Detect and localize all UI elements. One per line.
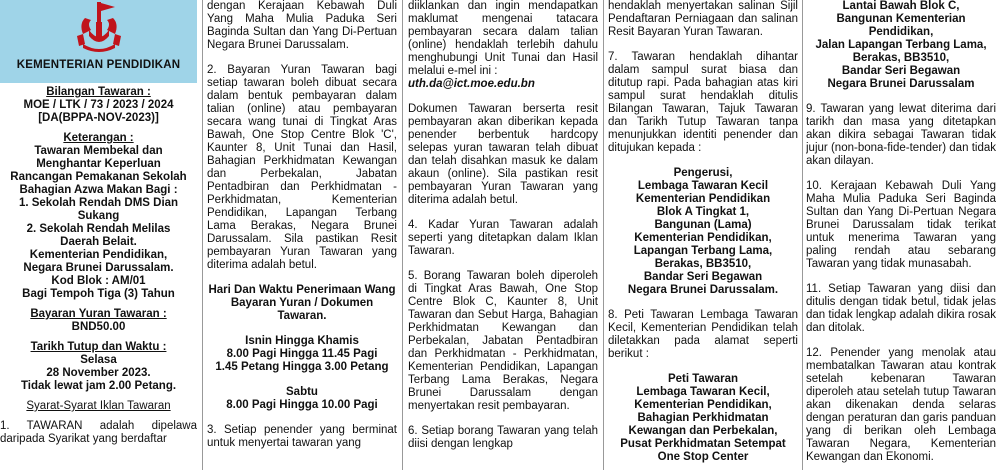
ket-line: Sukang bbox=[77, 210, 120, 222]
isnin-time: 1.45 Petang Hingga 3.00 Petang bbox=[215, 361, 389, 373]
tarikh-line: Selasa bbox=[80, 354, 117, 366]
address-line: Negara Brunei Darussalam. bbox=[627, 284, 779, 296]
peti-address-line: Negara Brunei Darussalam bbox=[827, 78, 975, 90]
column-5 bbox=[806, 0, 996, 470]
bayaran-label: Bayaran Yuran Tawaran : bbox=[30, 308, 167, 320]
isnin-time: 8.00 Pagi Hingga 11.45 Pagi bbox=[226, 348, 378, 360]
tarikh-line: 28 November 2023. bbox=[46, 367, 151, 379]
ket-line: Kementerian Pendidikan, bbox=[29, 249, 168, 261]
ket-label: Keterangan : bbox=[63, 132, 134, 144]
column-2 bbox=[207, 0, 397, 470]
ket-line: Daerah Belait. bbox=[60, 236, 137, 248]
bil-label: Bilangan Tawaran : bbox=[46, 86, 151, 98]
column-divider bbox=[202, 0, 203, 470]
peti-line: Pusat Perkhidmatan Setempat bbox=[620, 438, 786, 450]
peti-address-line: Lantai Bawah Blok C, bbox=[842, 0, 960, 12]
peti-line: One Stop Center bbox=[657, 451, 749, 463]
condition-3-cont: diiklankan dan ingin mendapatkan maklumat mengenai tatacara pembayaran secara dalam talian (online) hendaklah terlebih dahulu menghubungi Unit Tunai dan Hasil melalui e-mel ini : bbox=[408, 0, 598, 77]
email-address[interactable]: uth.da@ict.moe.edu.bn bbox=[408, 78, 535, 90]
condition-2: 2. Bayaran Yuran Tawaran bagi setiap tawaran boleh dibuat secara dalam bentuk pembayaran dalam talian (online) atau pembayaran secara wang tunai di Tingkat Aras Bawah, One Stop Centre Blok 'C', Kaunter 8, Unit Tunai dan Hasil, Bahagian Perkhidmatan Kewangan dan Perbekalan, Jabatan Pentadbiran dan Perkhidmatan - Perkhidmatan, Kementerian Pendidikan, Lapangan Terbang Lama Berakas, Negara Brunei Darussalam. Sila pastikan Resit pembayaran Yuran Tawaran yang diterima adalah betul. bbox=[207, 64, 397, 271]
tarikh-line: Tidak lewat jam 2.00 Petang. bbox=[20, 380, 177, 392]
address-line: Kementerian Pendidikan bbox=[635, 193, 771, 205]
peti-line: Bahagian Perkhidmatan bbox=[637, 412, 769, 424]
peti-line: Kewangan dan Perbekalan, bbox=[628, 425, 778, 437]
column-divider bbox=[802, 0, 803, 470]
peti-address-line: Bangunan Kementerian bbox=[836, 13, 966, 25]
ministry-header bbox=[0, 0, 197, 83]
hari-title: Hari Dan Waktu Penerimaan Wang Bayaran Yuran / Dokumen Tawaran. bbox=[208, 284, 396, 322]
condition-4: 4. Kadar Yuran Tawaran adalah seperti yang ditetapkan dalam Iklan Tawaran. bbox=[408, 219, 598, 257]
condition-1: 1. TAWARAN adalah dipelawa daripada Syarikat yang berdaftar bbox=[0, 420, 197, 445]
bil-value: MOE / LTK / 73 / 2023 / 2024 bbox=[23, 99, 174, 111]
column-divider bbox=[603, 0, 604, 470]
ket-line: Menghantar Keperluan bbox=[36, 158, 161, 170]
ket-line: 2. Sekolah Rendah Melilas bbox=[26, 223, 171, 235]
condition-1-cont: dengan Kerajaan Kebawah Duli Yang Maha Mulia Paduka Seri Baginda Sultan dan Yang Di-Pertuan Negara Brunei Darussalam. bbox=[207, 0, 397, 51]
address-line: Lapangan Terbang Lama, bbox=[633, 245, 773, 257]
peti-address-line: Jalan Lapangan Terbang Lama, bbox=[815, 39, 987, 51]
condition-8: 8. Peti Tawaran Lembaga Tawaran Kecil, Kementerian Pendidikan telah diletakkan pada alamat seperti berikut : bbox=[608, 309, 798, 360]
ket-line: Negara Brunei Darussalam. bbox=[23, 262, 174, 274]
column-3 bbox=[408, 0, 598, 470]
address-line: Pengerusi, bbox=[673, 167, 733, 179]
peti-line: Lembaga Tawaran Kecil, bbox=[636, 386, 770, 398]
ket-line: 1. Sekolah Rendah DMS Dian bbox=[18, 197, 179, 209]
brunei-crest-icon bbox=[75, 0, 123, 55]
address-line: Bangunan (Lama) bbox=[654, 219, 752, 231]
address-line: Blok A Tingkat 1, bbox=[656, 206, 750, 218]
dokumen-note: Dokumen Tawaran berserta resit pembayaran akan diberikan kepada penender berbentuk hardcopy selepas yuran tawaran telah dibuat dan telah disahkan masuk ke dalam akaun (online). Sila pastikan resit pembayaran Yuran Tawaran yang diterima adalah betul. bbox=[408, 103, 598, 206]
syarat-label: Syarat-Syarat Iklan Tawaran bbox=[26, 400, 171, 412]
condition-9: 9. Tawaran yang lewat diterima dari tarikh dan masa yang ditetapkan akan dikira sebagai Tawaran tidak jujur (non-bona-fide-tender) dan tidak akan dilayan. bbox=[806, 103, 996, 167]
ket-line: Tawaran Membekal dan bbox=[34, 145, 163, 157]
peti-address-line: Pendidikan, bbox=[868, 26, 934, 38]
peti-address-line: Berakas, BB3510, bbox=[852, 52, 950, 64]
column-4 bbox=[608, 0, 798, 470]
condition-12: 12. Penender yang menolak atau membatalkan Tawaran atau kontrak setelah kebenaran Tawaran diperoleh atau setelah tutup Tawaran akan dikenakan denda selaras dengan peraturan dan garis panduan yang di berikan oleh Lembaga Tawaran Negara, Kementerian Kewangan dan Ekonomi. bbox=[806, 347, 996, 463]
tarikh-label: Tarikh Tutup dan Waktu : bbox=[30, 341, 167, 353]
condition-10: 10. Kerajaan Kebawah Duli Yang Maha Mulia Paduka Seri Baginda Sultan dan Yang Di-Pertuan Negara Brunei Darussalam tidak terikat untuk menerima Tawaran yang paling rendah atau sebarang Tawaran yang tidak munasabah. bbox=[806, 180, 996, 270]
address-line: Lembaga Tawaran Kecil bbox=[637, 180, 769, 192]
peti-line: Peti Tawaran bbox=[667, 373, 739, 385]
bil-code: [DA(BPPA-NOV-2023)] bbox=[38, 112, 159, 124]
ket-line: Bagi Tempoh Tiga (3) Tahun bbox=[22, 288, 175, 300]
condition-6: 6. Setiap borang Tawaran yang telah diisi dengan lengkap bbox=[408, 425, 598, 450]
peti-line: Kementerian Pendidikan, bbox=[634, 399, 772, 411]
address-line: Bandar Seri Begawan bbox=[643, 271, 763, 283]
condition-7: 7. Tawaran hendaklah dihantar dalam sampul surat biasa dan ditutup rapi. Pada bahagian atas kiri sampul surat hendaklah ditulis Bilangan Tawaran, Tajuk Tawaran dan Tarikh Tutup Tawaran tanpa menunjukkan identiti penender dan ditujukan kepada : bbox=[608, 51, 798, 154]
condition-3: 3. Setiap penender yang berminat untuk menyertai tawaran yang bbox=[207, 424, 397, 449]
ket-line: Rancangan Pemakanan Sekolah bbox=[10, 171, 187, 183]
sabtu-label: Sabtu bbox=[286, 386, 318, 398]
address-line: Berakas, BB3510, bbox=[654, 258, 752, 270]
ket-line: Kod Blok : AM/01 bbox=[51, 275, 146, 287]
column-1 bbox=[0, 0, 197, 470]
peti-address-line: Bandar Seri Begawan bbox=[841, 65, 961, 77]
ket-line: Bahagian Azwa Makan Bagi : bbox=[19, 184, 178, 196]
ministry-name: KEMENTERIAN PENDIDIKAN bbox=[16, 59, 181, 71]
isnin-label: Isnin Hingga Khamis bbox=[245, 335, 359, 347]
condition-5: 5. Borang Tawaran boleh diperoleh di Tingkat Aras Bawah, One Stop Centre Blok C, Kaunter 8, Unit Tawaran dan Sebut Harga, Bahagian Perkhidmatan Kewangan dan Perbekalan, Jabatan Pentadbiran dan Perkhidmatan - Perkhidmatan, Kementerian Pendidikan, Lapangan Terbang Lama Berakas, Negara Brunei Darussalam dengan menyertakan resit pembayaran. bbox=[408, 270, 598, 412]
condition-6-cont: hendaklah menyertakan salinan Sijil Pendaftaran Perniagaan dan salinan Resit Bayaran Yuran Tawaran. bbox=[608, 0, 798, 38]
sabtu-time: 8.00 Pagi Hingga 10.00 Pagi bbox=[226, 399, 378, 411]
tender-summary bbox=[0, 86, 197, 446]
bayaran-value: BND50.00 bbox=[71, 321, 126, 333]
column-divider bbox=[402, 0, 403, 470]
condition-11: 11. Setiap Tawaran yang diisi dan ditulis dengan tidak betul, tidak jelas dan tidak lengkap adalah dikira rosak dan ditolak. bbox=[806, 283, 996, 334]
address-line: Kementerian Pendidikan, bbox=[634, 232, 772, 244]
